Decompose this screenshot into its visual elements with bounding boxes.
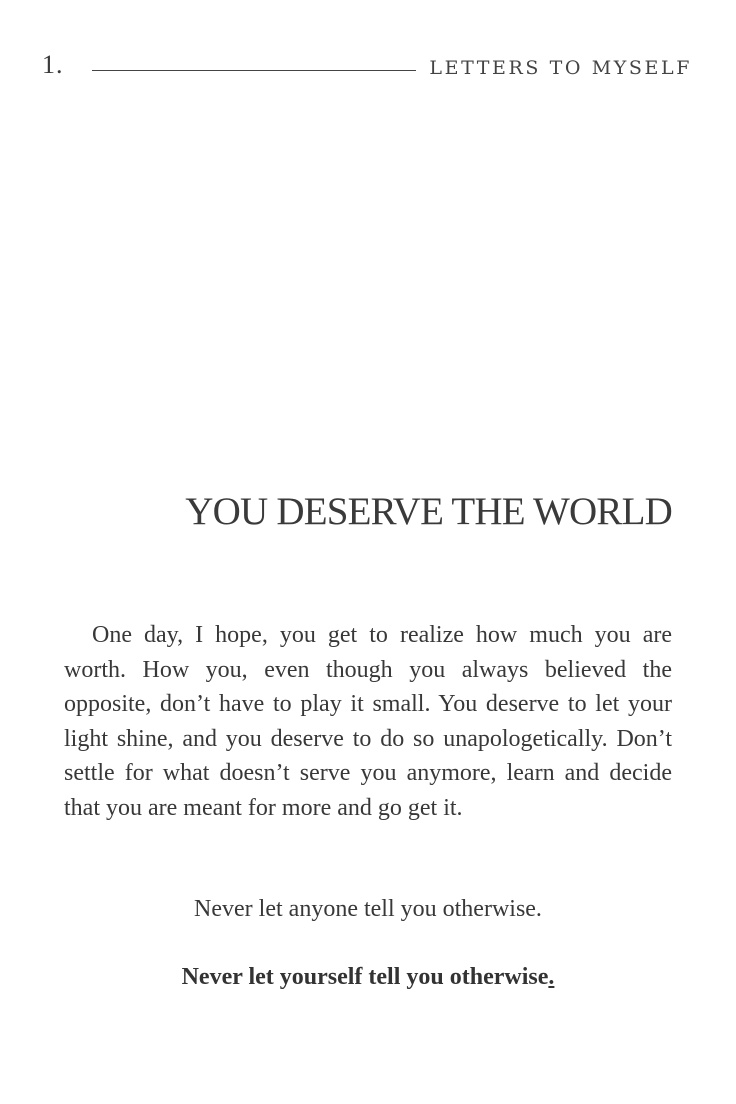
running-title: LETTERS TO MYSELF: [429, 57, 692, 79]
body-paragraph: One day, I hope, you get to realize how much you are worth. How you, even though you always believed the opposite, don’t have to play it small. You deserve to let your light shine, and you deserve to do so unapologetically. Don’t settle for what doesn’t serve you anymore, learn and decide that you are meant for more and go get it.: [64, 622, 672, 821]
closing-line-2-text: Never let yourself tell you otherwise: [181, 964, 549, 990]
page-header: [42, 50, 692, 80]
closing-line-2: [64, 964, 672, 991]
closing-line-2-period: .: [548, 964, 555, 990]
page-number: 1.: [42, 50, 64, 79]
header-divider: [92, 70, 416, 71]
closing-line-1: Never let anyone tell you otherwise.: [194, 896, 542, 922]
chapter-title: YOU DESERVE THE WORLD: [185, 490, 672, 533]
